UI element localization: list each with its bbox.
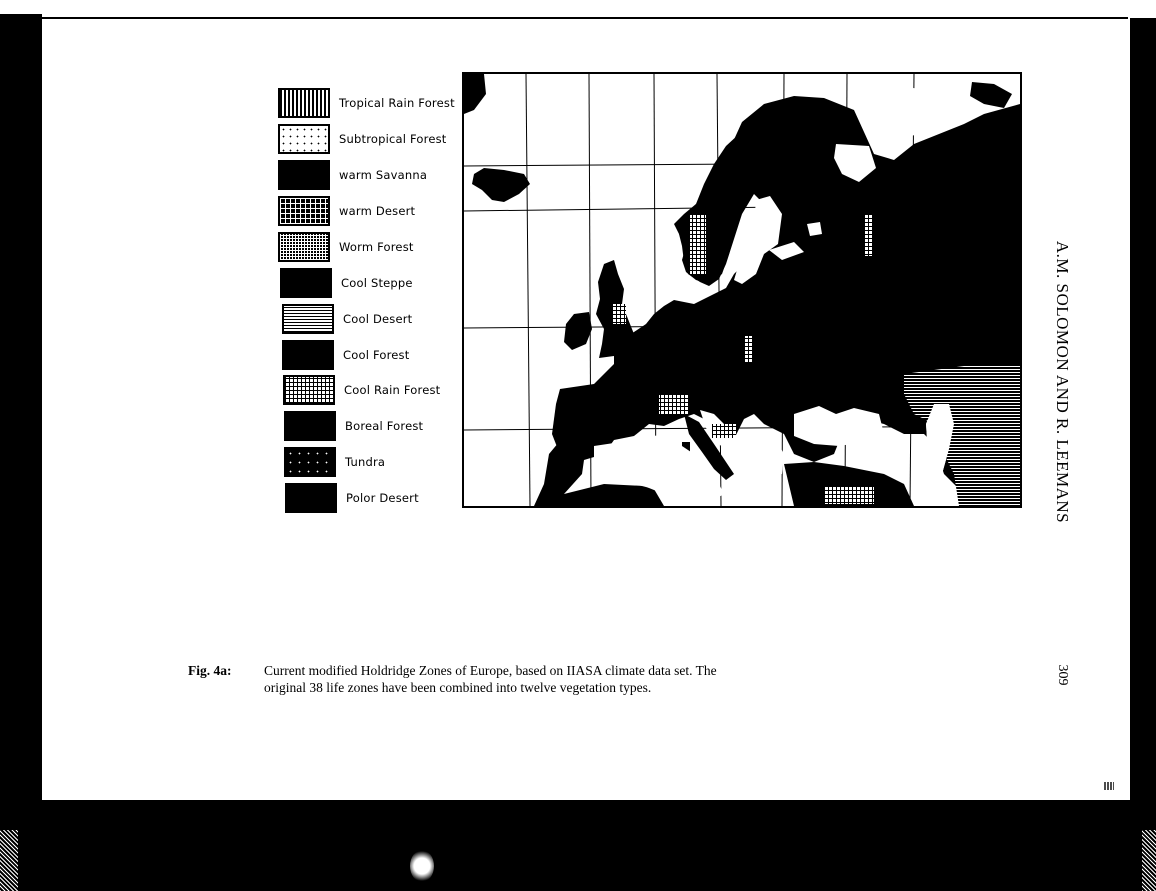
page-number-text: 309 <box>1055 664 1070 686</box>
legend-label: Boreal Forest <box>345 419 424 433</box>
legend-label: Cool Rain Forest <box>344 383 441 397</box>
legend-item <box>278 124 468 154</box>
legend-swatch-cool-desert <box>282 304 334 334</box>
legend-item <box>283 375 473 405</box>
legend-swatch-tundra <box>284 447 336 477</box>
page-number <box>1052 660 1072 690</box>
legend-label: Worm Forest <box>339 240 414 254</box>
caption-line: Current modified Holdridge Zones of Europe, based on IIASA climate data set. The <box>264 663 717 678</box>
scan-speck <box>1104 782 1114 790</box>
map-patch <box>712 424 736 438</box>
legend-label: Cool Forest <box>343 348 410 362</box>
legend-swatch-subtropical-forest <box>278 124 330 154</box>
map-patch <box>659 394 689 414</box>
map-patch <box>744 336 752 362</box>
scan-border-right <box>1130 18 1156 800</box>
legend-item <box>280 268 470 298</box>
legend-label: Polor Desert <box>346 491 419 505</box>
legend-swatch-warm-desert <box>278 196 330 226</box>
legend-label: Cool Steppe <box>341 276 413 290</box>
legend-item <box>278 232 468 262</box>
legend-label: warm Savanna <box>339 168 428 182</box>
legend-label: Tundra <box>345 455 386 469</box>
legend-item <box>282 304 472 334</box>
aegean-sea <box>754 434 784 476</box>
figure-label: Fig. 4a: <box>188 663 232 678</box>
legend-swatch-cool-rain-forest <box>283 375 335 405</box>
legend-item <box>282 340 472 370</box>
scan-noise-right <box>1142 830 1156 891</box>
europe-vegetation-map <box>462 72 1022 508</box>
map-patch <box>690 214 706 274</box>
scan-border-left <box>0 14 42 800</box>
legend-label: Subtropical Forest <box>339 132 447 146</box>
map-patch <box>824 486 874 504</box>
legend-item <box>278 160 468 190</box>
scan-glare <box>410 850 434 882</box>
iceland <box>472 168 530 202</box>
legend-item <box>278 196 468 226</box>
legend-swatch-cool-steppe <box>280 268 332 298</box>
scan-noise-left <box>0 830 18 891</box>
legend-label: Cool Desert <box>343 312 413 326</box>
legend-swatch-cool-forest <box>282 340 334 370</box>
legend-item <box>278 88 468 118</box>
legend-swatch-warm-forest <box>278 232 330 262</box>
graticule-line <box>526 74 530 506</box>
legend-label: warm Desert <box>339 204 416 218</box>
running-head-text: A.M. SOLOMON AND R. LEEMANS <box>1053 240 1072 524</box>
legend-swatch-polar-desert <box>285 483 337 513</box>
map-patch <box>612 304 626 324</box>
cool-desert-region <box>904 364 1020 506</box>
legend-label: Tropical Rain Forest <box>339 96 455 110</box>
legend-item <box>285 483 475 513</box>
spitsbergen <box>464 74 486 114</box>
legend-swatch-warm-savanna <box>278 160 330 190</box>
legend-item <box>284 447 474 477</box>
map-patch <box>864 214 872 256</box>
legend-swatch-tropical-rain-forest <box>278 88 330 118</box>
ireland <box>564 312 592 350</box>
legend-item <box>284 411 474 441</box>
running-head <box>1052 222 1072 542</box>
map-graphic <box>464 74 1020 506</box>
novaya-zemlya <box>970 82 1012 108</box>
figure-caption-text <box>264 662 824 696</box>
scan-border-bottom <box>0 800 1156 891</box>
page-top-edge <box>42 17 1128 19</box>
legend-swatch-boreal-forest <box>284 411 336 441</box>
arctic-sea-opening <box>884 88 944 136</box>
caption-line: original 38 life zones have been combined into twelve vegetation types. <box>264 680 652 695</box>
